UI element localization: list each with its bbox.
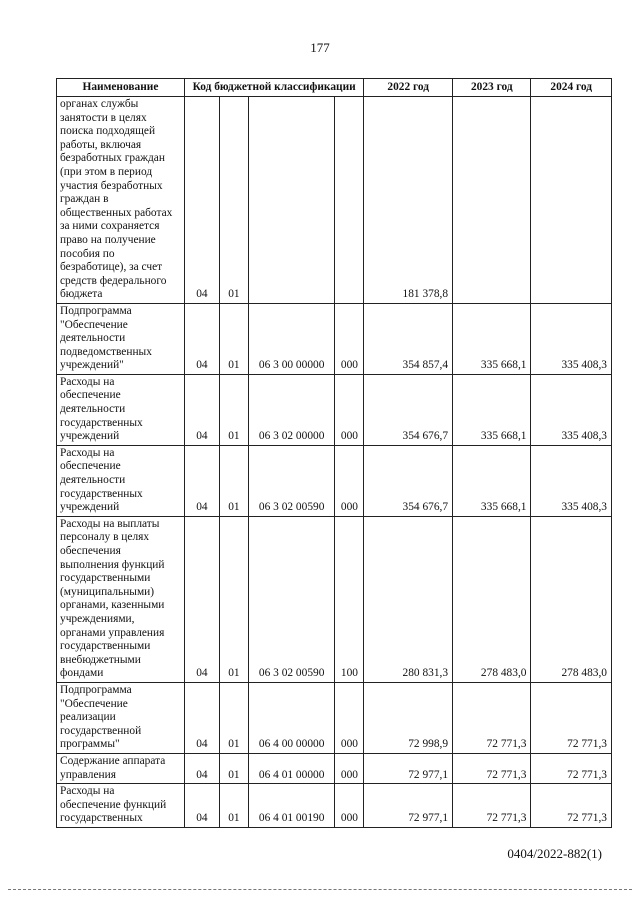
cell-name: Содержание аппарата управления: [57, 753, 185, 783]
cell-2022: 72 998,9: [364, 682, 453, 753]
cell-2022: 72 977,1: [364, 753, 453, 783]
cell-2022: 354 676,7: [364, 374, 453, 445]
cell-target-article: [248, 97, 335, 304]
table-header-row: [57, 79, 612, 97]
header-2023: 2023 год: [453, 79, 531, 97]
header-name: Наименование: [57, 79, 185, 97]
cell-section-code: 04: [184, 445, 219, 516]
cell-section-code: 04: [184, 784, 219, 828]
cell-expense-type: 000: [335, 682, 364, 753]
cell-expense-type: 000: [335, 784, 364, 828]
table-row: [57, 784, 612, 828]
cell-2023: 335 668,1: [453, 303, 531, 374]
cell-2024: 72 771,3: [531, 682, 612, 753]
cell-2022: 181 378,8: [364, 97, 453, 304]
table-row: [57, 682, 612, 753]
cell-expense-type: 000: [335, 445, 364, 516]
cell-2024: 335 408,3: [531, 303, 612, 374]
cell-2022: 72 977,1: [364, 784, 453, 828]
cell-target-article: 06 4 01 00190: [248, 784, 335, 828]
table-row: [57, 97, 612, 304]
cell-section-code: 04: [184, 303, 219, 374]
cell-subsection-code: 01: [219, 784, 248, 828]
cell-2024: 72 771,3: [531, 753, 612, 783]
cell-2024: 72 771,3: [531, 784, 612, 828]
cell-target-article: 06 3 02 00590: [248, 516, 335, 682]
cell-name: Подпрограмма "Обеспечение реализации государственной программы": [57, 682, 185, 753]
cell-expense-type: 000: [335, 303, 364, 374]
scan-edge-divider: [8, 889, 632, 890]
cell-2022: 354 857,4: [364, 303, 453, 374]
cell-2024: 278 483,0: [531, 516, 612, 682]
cell-target-article: 06 3 00 00000: [248, 303, 335, 374]
cell-section-code: 04: [184, 516, 219, 682]
cell-section-code: 04: [184, 374, 219, 445]
cell-expense-type: 100: [335, 516, 364, 682]
cell-2024: 335 408,3: [531, 445, 612, 516]
cell-2023: 278 483,0: [453, 516, 531, 682]
cell-section-code: 04: [184, 753, 219, 783]
cell-name: органах службы занятости в целях поиска подходящей работы, включая безработных граждан (при этом в период участия безработных граждан в общественных работах за ними сохраняется право на получение пособия по безработице), за счет средств федерального бюджета: [57, 97, 185, 304]
table-row: [57, 374, 612, 445]
cell-expense-type: 000: [335, 753, 364, 783]
header-2022: 2022 год: [364, 79, 453, 97]
cell-target-article: 06 4 01 00000: [248, 753, 335, 783]
cell-target-article: 06 3 02 00590: [248, 445, 335, 516]
cell-target-article: 06 4 00 00000: [248, 682, 335, 753]
cell-2023: 335 668,1: [453, 374, 531, 445]
table-row: [57, 303, 612, 374]
cell-expense-type: 000: [335, 374, 364, 445]
cell-subsection-code: 01: [219, 753, 248, 783]
cell-2023: 72 771,3: [453, 682, 531, 753]
cell-2023: 72 771,3: [453, 784, 531, 828]
cell-2024: 335 408,3: [531, 374, 612, 445]
cell-2023: 335 668,1: [453, 445, 531, 516]
cell-2024: [531, 97, 612, 304]
cell-2022: 280 831,3: [364, 516, 453, 682]
page-number: 177: [310, 40, 330, 55]
cell-2022: 354 676,7: [364, 445, 453, 516]
cell-subsection-code: 01: [219, 445, 248, 516]
cell-name: Подпрограмма "Обеспечение деятельности подведомственных учреждений": [57, 303, 185, 374]
cell-section-code: 04: [184, 682, 219, 753]
cell-name: Расходы на обеспечение функций государственных: [57, 784, 185, 828]
cell-subsection-code: 01: [219, 516, 248, 682]
cell-subsection-code: 01: [219, 303, 248, 374]
header-budget-code: Код бюджетной классификации: [184, 79, 363, 97]
cell-name: Расходы на обеспечение деятельности государственных учреждений: [57, 445, 185, 516]
cell-name: Расходы на обеспечение деятельности государственных учреждений: [57, 374, 185, 445]
table-row: [57, 753, 612, 783]
cell-subsection-code: 01: [219, 374, 248, 445]
cell-2023: 72 771,3: [453, 753, 531, 783]
cell-section-code: 04: [184, 97, 219, 304]
budget-table: [56, 78, 612, 828]
cell-name: Расходы на выплаты персоналу в целях обеспечения выполнения функций государственными (муниципальными) органами, казенными учреждениями, органами управления государственными внебюджетными фондами: [57, 516, 185, 682]
table-row: [57, 445, 612, 516]
table-row: [57, 516, 612, 682]
cell-subsection-code: 01: [219, 97, 248, 304]
document-code: 0404/2022-882(1): [507, 846, 602, 861]
table-body: [57, 97, 612, 828]
header-2024: 2024 год: [531, 79, 612, 97]
cell-2023: [453, 97, 531, 304]
cell-target-article: 06 3 02 00000: [248, 374, 335, 445]
cell-expense-type: [335, 97, 364, 304]
cell-subsection-code: 01: [219, 682, 248, 753]
